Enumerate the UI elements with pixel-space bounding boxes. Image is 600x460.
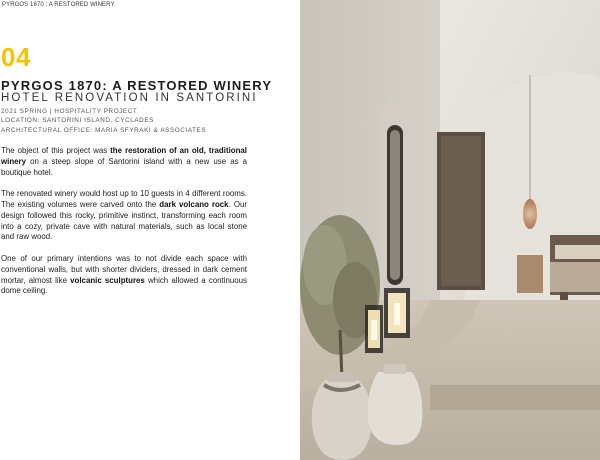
running-header: PYRGOS 1870 : A RESTORED WINERY: [2, 2, 115, 8]
meta-season: 2021 SPRING | HOSPITALITY PROJECT: [1, 108, 138, 115]
p3-emphasis: volcanic sculptures: [70, 275, 145, 285]
chapter-number: 04: [1, 42, 31, 72]
clay-jar-small: [368, 364, 423, 445]
p3-text: One of our primary intentions was to not divide each space with conventional walls, but with shorter dividers, dressed in dark cement mortar, almost like: [1, 253, 247, 285]
body-text: [1, 146, 247, 308]
p2-text: The renovated winery would host up to 10 guests in 4 different rooms. The existing volumes were carved onto the: [1, 189, 247, 209]
pillow: [555, 245, 600, 259]
lantern-large: [384, 288, 410, 338]
p3-text-end: which allowed a continuous dome ceiling.: [1, 275, 247, 296]
lantern-small: [365, 305, 383, 353]
page-subtitle: HOTEL RENOVATION IN SANTORINI: [1, 92, 258, 104]
bed: [550, 262, 600, 292]
p1-emphasis: the restoration of an old, traditional winery: [1, 146, 247, 166]
p2-text-end: . Our design followed this rocky, primitive instinct, transforming each room into a cozy, private cave with natural materials, such as local stone and raw wood.: [1, 199, 247, 242]
interior-photo: [300, 0, 600, 460]
paragraph-2: [1, 189, 247, 243]
p2-emphasis: dark volcano rock: [159, 199, 229, 209]
meta-office: ARCHITECTURAL OFFICE: MARIA SFYRAKI & ASSOCIATES: [1, 126, 207, 134]
meta-location: LOCATION: SANTORINI ISLAND, CYCLADES: [1, 117, 154, 125]
p1-text: The object of this project was: [1, 146, 111, 155]
page-title: PYRGOS 1870: A RESTORED WINERY: [1, 78, 273, 93]
p1-text-end: on a steep slope of Santorini island with a new use as a boutique hotel.: [1, 156, 247, 177]
project-meta: [1, 107, 206, 135]
floor-step: [430, 385, 600, 410]
paragraph-1: [1, 146, 247, 178]
side-table: [517, 255, 543, 293]
paragraph-3: [1, 254, 247, 297]
